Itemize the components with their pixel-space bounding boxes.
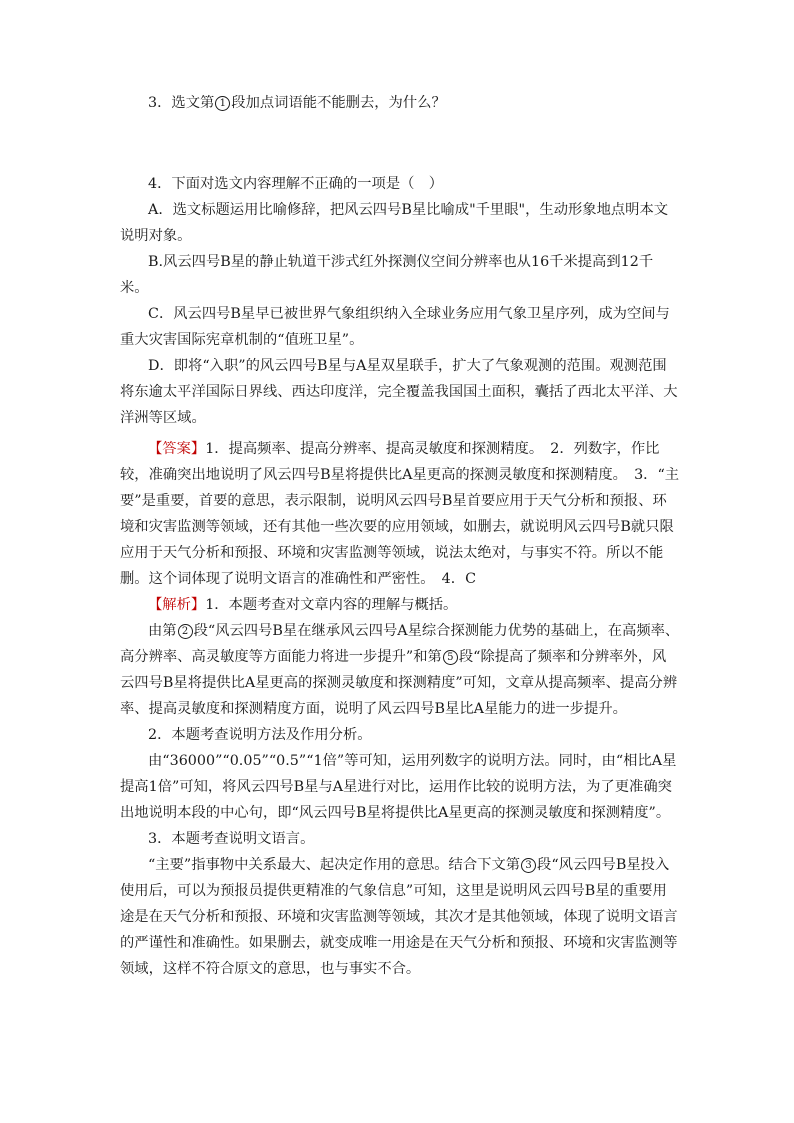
question-3	[120, 90, 680, 116]
analysis-p6-a: “主要”指事物中关系最大、起决定作用的意思。结合下文第	[148, 857, 521, 873]
analysis-paragraph-2	[120, 618, 680, 722]
question-3-text	[120, 90, 680, 116]
analysis-p2-c: 段“除提高了频率和分辨率外，风云四号B星将提供比A星更高的探测灵敏度和探测精度”可知，文章从提高频率、提高分辨率、提高灵敏度和探测精度方面，说明了风云四号B星比A星能力的进一步提升。	[120, 649, 678, 717]
circled-number: 5	[443, 650, 458, 665]
question-4-stem: 4．下面对选文内容理解不正确的一项是（ ）	[148, 176, 444, 192]
option-d: D．即将“入职”的风云四号B星与A星双星联手，扩大了气象观测的范围。观测范围将东逾太平洋国际日界线、西达印度洋，完全覆盖我国国土面积，囊括了西北太平洋、大洋洲等区域。	[120, 358, 678, 426]
answer-text: 1．提高频率、提高分辨率、提高灵敏度和探测精度。 2．列数字，作比较，准确突出地说明了风云四号B星将提供比A星更高的探测灵敏度和探测精度。 3．“主要”是重要，首要的意思，表示限制，说明风云四号B星首要应用于天气分析和预报、环境和灾害监测等领域，还有其他一些次要的应用领域，如删去，就说明风云四号B就只限应用于天气分析和预报、环境和灾害监测等领域，说法太绝对，与事实不符。所以不能删。这个词体现了说明文语言的准确性和严密性。 4．C	[120, 441, 680, 587]
analysis-paragraph-3: 2．本题考查说明方法及作用分析。	[148, 727, 372, 743]
q3-post: 段加点词语能不能删去，为什么？	[231, 95, 446, 111]
question-4	[120, 171, 680, 431]
q3-pre: 3．选文第	[148, 95, 215, 111]
option-b: B.风云四号B星的静止轨道干涉式红外探测仪空间分辨率也从16千米提高到12千米。	[120, 254, 654, 296]
circled-number: 2	[178, 624, 193, 639]
analysis-paragraph-4: 由“36000”“0.05”“0.5”“1倍”等可知，运用列数字的说明方法。同时，由“相比A星提高1倍”可知，将风云四号B星与A星进行对比，运用作比较的说明方法，为了更准确突出地说明本段的中心句，即“风云四号B星将提供比A星更高的探测灵敏度和探测精度”。	[120, 753, 677, 821]
analysis-paragraph-1	[120, 592, 680, 618]
answer-label: 【答案】	[148, 441, 206, 457]
answer-paragraph	[120, 436, 680, 592]
option-c: C．风云四号B星早已被世界气象组织纳入全球业务应用气象卫星序列，成为空间与重大灾害国际宪章机制的“值班卫星”。	[120, 306, 670, 348]
option-a: A．选文标题运用比喻修辞，把风云四号B星比喻成"千里眼"，生动形象地点明本文说明对象。	[120, 202, 669, 244]
answer-section	[120, 436, 680, 982]
circled-number: 1	[215, 96, 230, 111]
circled-number: 3	[521, 858, 536, 873]
analysis-p2-b: 段“风云四号B星在继承风云四号A星综合探测能力优势的基础上，在高频率、高分辨率、高灵敏度等方面能力将进一步提升”和第	[120, 623, 680, 665]
analysis-p6-b: 段“风云四号B星投入使用后，可以为预报员提供更精准的气象信息”可知，这里是说明风云四号B星的重要用途是在天气分析和预报、环境和灾害监测等领域，其次才是其他领域，体现了说明文语言的严谨性和准确性。如果删去，就变成唯一用途是在天气分析和预报、环境和灾害监测等领域，这样不符合原文的意思，也与事实不合。	[120, 857, 678, 977]
analysis-paragraph-5: 3．本题考查说明文语言。	[148, 831, 315, 847]
analysis-p1-text: 1．本题考查对文章内容的理解与概括。	[205, 597, 458, 613]
analysis-paragraph-6	[120, 852, 680, 982]
analysis-label: 【解析】	[148, 597, 206, 613]
analysis-p2-a: 由第	[148, 623, 177, 639]
